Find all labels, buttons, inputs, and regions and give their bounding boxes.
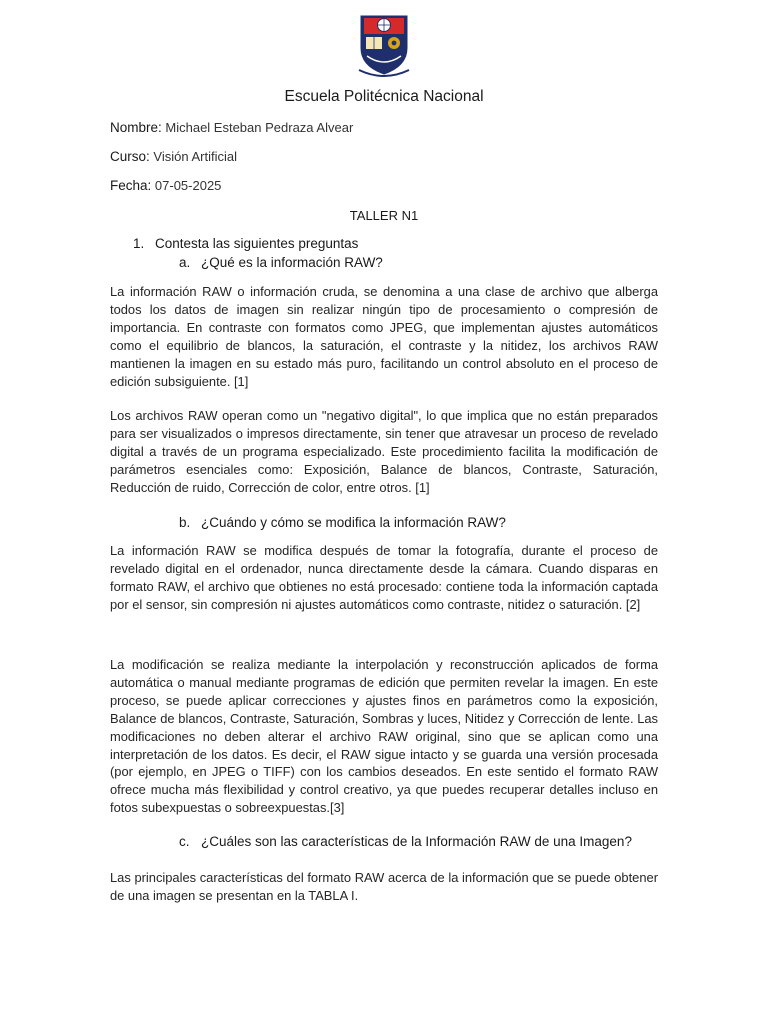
curso-label: Curso: <box>110 149 150 164</box>
answer-b-paragraph-1: La información RAW se modifica después de tomar la fotografía, durante el proceso de revelado digital en el ordenador, nunca directamente desde la cámara. Cuando disparas en formato RAW, el archivo que obtienes no está procesado: contiene toda la información captada por el sensor, sin compresión ni ajustes automáticos como contraste, nitidez o saturación. [2] <box>110 543 658 612</box>
fecha-label: Fecha: <box>110 178 152 193</box>
question-a-heading <box>179 254 383 272</box>
question-b-letter: b. <box>179 515 191 530</box>
fecha-field <box>110 177 221 195</box>
question-a-title: ¿Qué es la información RAW? <box>201 255 383 270</box>
section-heading <box>133 235 358 253</box>
document-heading: TALLER N1 <box>349 208 419 223</box>
question-b-heading <box>179 514 506 532</box>
epn-crest-icon <box>355 12 413 78</box>
question-c-title: ¿Cuáles son las características de la Información RAW de una Imagen? <box>201 834 632 849</box>
curso-value: Visión Artificial <box>153 149 237 164</box>
fecha-value: 07-05-2025 <box>154 178 222 193</box>
section-title: Contesta las siguientes preguntas <box>155 236 359 251</box>
question-a-letter: a. <box>179 255 191 270</box>
question-b-title: ¿Cuándo y cómo se modifica la información RAW? <box>201 515 506 530</box>
institution-title: Escuela Politécnica Nacional <box>284 88 484 105</box>
question-c-letter: c. <box>179 834 190 849</box>
section-number: 1. <box>133 236 145 251</box>
answer-c-paragraph-1: Las principales características del formato RAW acerca de la información que se puede obtener de una imagen se presentan en la TABLA I. <box>110 870 658 903</box>
nombre-label: Nombre: <box>110 120 162 135</box>
curso-field <box>110 148 237 166</box>
answer-a-paragraph-1: La información RAW o información cruda, se denomina a una clase de archivo que alberga todos los datos de imagen sin realizar ningún tipo de procesamiento o compresión de importancia. En contraste con formatos como JPEG, que implementan ajustes automáticos como el equilibrio de blancos, la saturación, el contraste y la nitidez, los archivos RAW mantienen la imagen en su estado más puro, facilitando un control absoluto en el proceso de edición subsiguiente. [1] <box>110 284 658 389</box>
answer-b-paragraph-2: La modificación se realiza mediante la interpolación y reconstrucción aplicados de forma automática o manual mediante programas de edición que permiten revelar la imagen. En este proceso, se puede aplicar correcciones y ajustes finos en parámetros como la exposición, Balance de blancos, Contraste, Saturación, Sombras y luces, Nitidez y Corrección de lente. Las modificaciones no deben alterar el archivo RAW original, sino que se aplican como una interpretación de los datos. Es decir, el RAW sigue intacto y se guarda una versión procesada (por ejemplo, en JPEG o TIFF) con los cambios deseados. En este sentido el formato RAW ofrece mucha más flexibilidad y control creativo, ya que puedes recuperar detalles incluso en fotos subexpuestas o sobreexpuestas.[3] <box>110 657 658 816</box>
nombre-field <box>110 119 353 137</box>
question-c-heading <box>179 833 632 851</box>
nombre-value: Michael Esteban Pedraza Alvear <box>165 120 354 135</box>
answer-a-paragraph-2: Los archivos RAW operan como un "negativo digital", lo que implica que no están preparados para ser visualizados o impresos directamente, sin tener que atravesar un proceso de revelado digital a través de un programa especializado. Este procedimiento facilita la modificación de parámetros esenciales como: Exposición, Balance de blancos, Contraste, Saturación, Reducción de ruido, Corrección de color, entre otros. [1] <box>110 408 658 495</box>
